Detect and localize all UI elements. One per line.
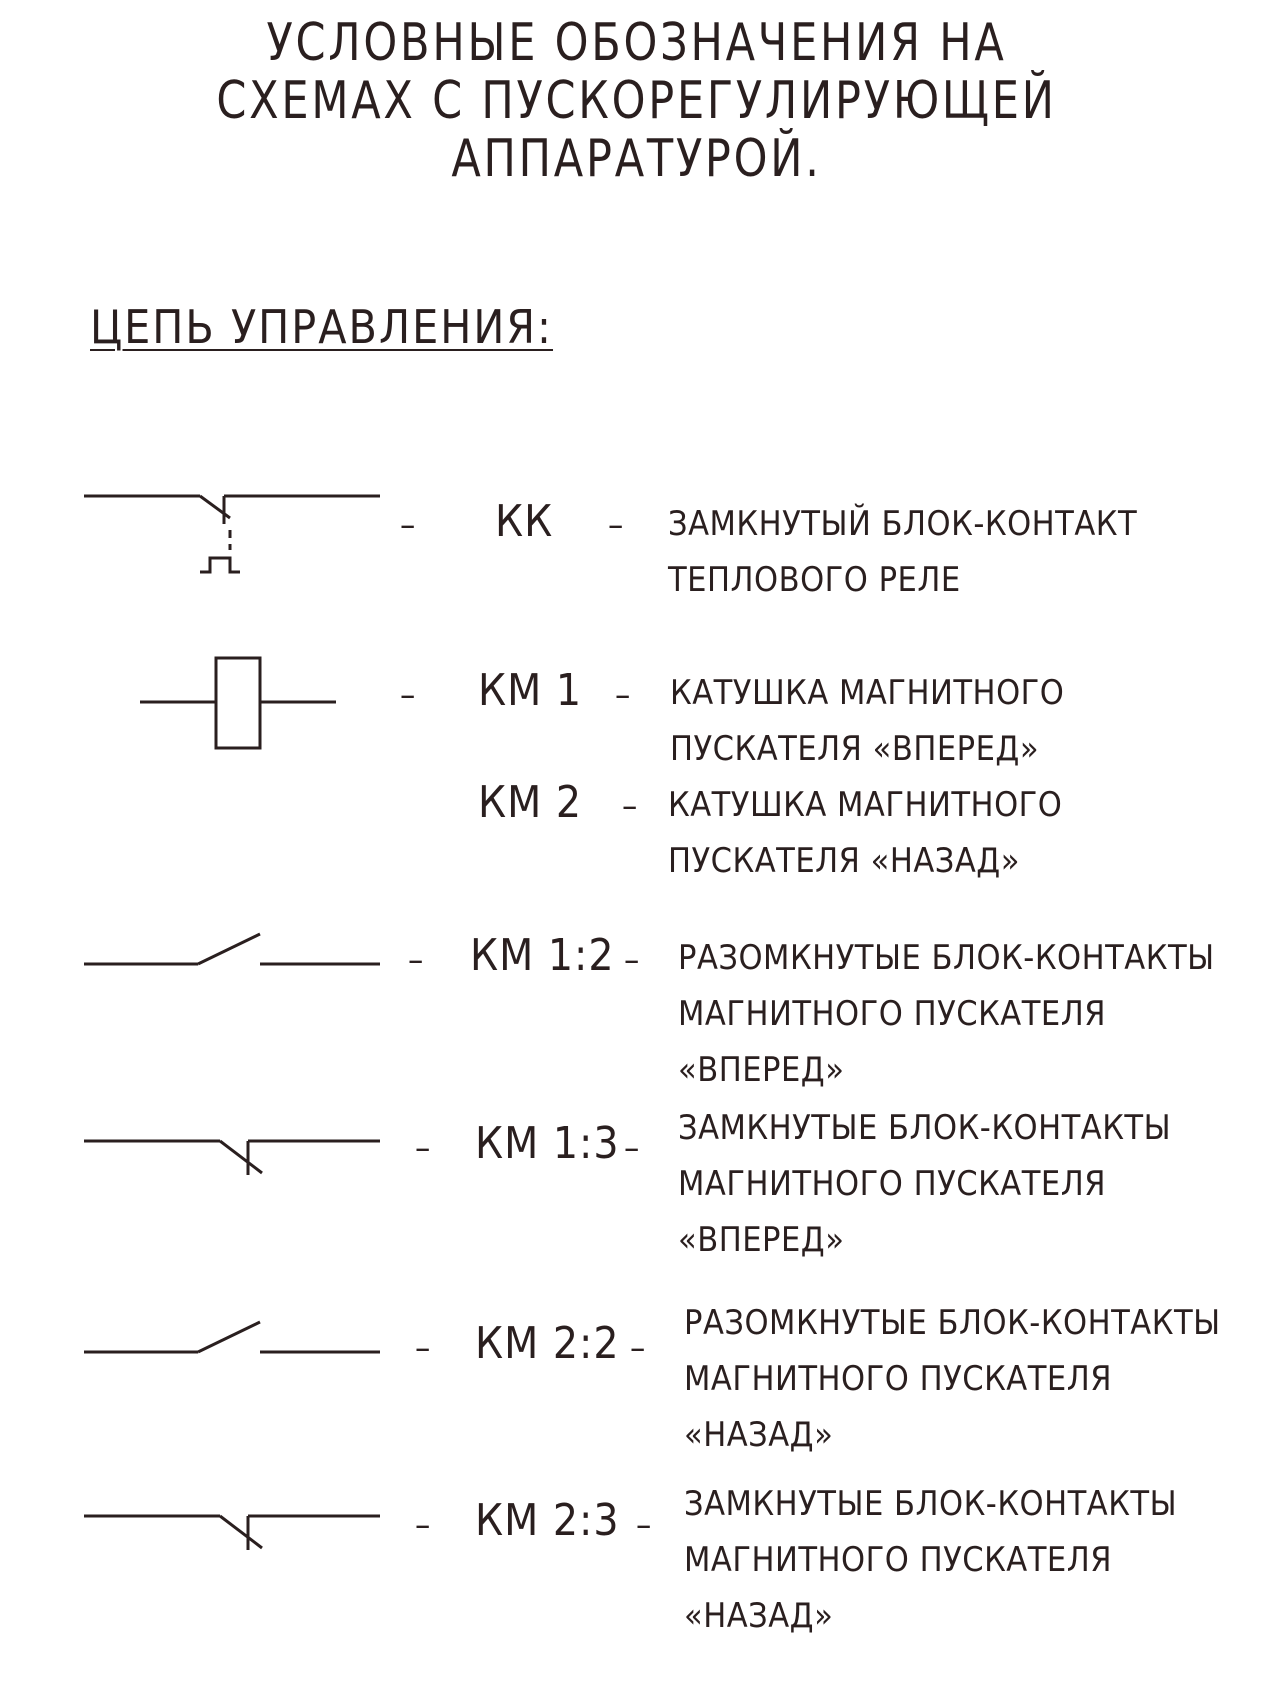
item-description: [684, 1476, 1177, 1644]
item-separator: –: [624, 1128, 640, 1168]
thermal-relay-contact-symbol: [80, 480, 380, 590]
item-code: КМ 2:3: [475, 1495, 620, 1546]
item-separator: –: [622, 786, 638, 826]
desc-line: МАГНИТНОГО ПУСКАТЕЛЯ: [678, 1164, 1106, 1204]
item-dash: –: [415, 1328, 431, 1368]
item-description: [678, 930, 1215, 1098]
desc-line: ТЕПЛОВОГО РЕЛЕ: [668, 560, 961, 600]
item-separator: –: [636, 1505, 652, 1545]
desc-line: РАЗОМКНУТЫЕ БЛОК-КОНТАКТЫ: [678, 938, 1215, 978]
desc-line: «НАЗАД»: [684, 1596, 834, 1636]
item-dash: –: [400, 675, 416, 715]
item-separator: –: [608, 505, 624, 545]
title-line: АППАРАТУРОЙ.: [451, 129, 822, 189]
no-contact-symbol: [80, 928, 380, 988]
desc-line: ПУСКАТЕЛЯ «ВПЕРЕД»: [670, 729, 1040, 769]
desc-line: КАТУШКА МАГНИТНОГО: [670, 673, 1065, 713]
item-code: КМ 1:3: [475, 1118, 620, 1169]
desc-line: ЗАМКНУТЫЕ БЛОК-КОНТАКТЫ: [678, 1108, 1172, 1148]
desc-line: ЗАМКНУТЫЕ БЛОК-КОНТАКТЫ: [684, 1484, 1178, 1524]
item-description: [670, 665, 1064, 777]
item-dash: –: [400, 505, 416, 545]
item-description: [668, 496, 1137, 608]
item-code: КМ 2:2: [475, 1318, 620, 1369]
item-dash: –: [408, 940, 424, 980]
no-contact-symbol: [80, 1316, 380, 1376]
title-line: СХЕМАХ С ПУСКОРЕГУЛИРУЮЩЕЙ: [216, 71, 1057, 131]
desc-line: КАТУШКА МАГНИТНОГО: [668, 785, 1063, 825]
item-separator: –: [630, 1328, 646, 1368]
item-description: [684, 1295, 1221, 1463]
item-code: КК: [495, 496, 554, 547]
item-code: КМ 1:2: [470, 930, 615, 981]
item-separator: –: [615, 675, 631, 715]
desc-line: МАГНИТНОГО ПУСКАТЕЛЯ: [678, 994, 1106, 1034]
nc-contact-symbol: [80, 1500, 380, 1560]
item-description: [668, 777, 1062, 889]
desc-line: МАГНИТНОГО ПУСКАТЕЛЯ: [684, 1359, 1112, 1399]
item-code: КМ 2: [478, 777, 583, 828]
desc-line: ПУСКАТЕЛЯ «НАЗАД»: [668, 841, 1020, 881]
section-title: ЦЕПЬ УПРАВЛЕНИЯ:: [90, 300, 554, 354]
coil-symbol: [130, 650, 350, 760]
item-separator: –: [624, 940, 640, 980]
item-description: [678, 1100, 1171, 1268]
item-code: КМ 1: [478, 665, 583, 716]
desc-line: МАГНИТНОГО ПУСКАТЕЛЯ: [684, 1540, 1112, 1580]
desc-line: «ВПЕРЕД»: [678, 1050, 845, 1090]
title-line: УСЛОВНЫЕ ОБОЗНАЧЕНИЯ НА: [266, 13, 1007, 73]
desc-line: «ВПЕРЕД»: [678, 1220, 845, 1260]
desc-line: РАЗОМКНУТЫЕ БЛОК-КОНТАКТЫ: [684, 1303, 1221, 1343]
page-title: [51, 14, 1222, 188]
nc-contact-symbol: [80, 1125, 380, 1185]
item-dash: –: [415, 1505, 431, 1545]
item-dash: –: [415, 1128, 431, 1168]
desc-line: ЗАМКНУТЫЙ БЛОК-КОНТАКТ: [668, 504, 1138, 544]
desc-line: «НАЗАД»: [684, 1415, 834, 1455]
